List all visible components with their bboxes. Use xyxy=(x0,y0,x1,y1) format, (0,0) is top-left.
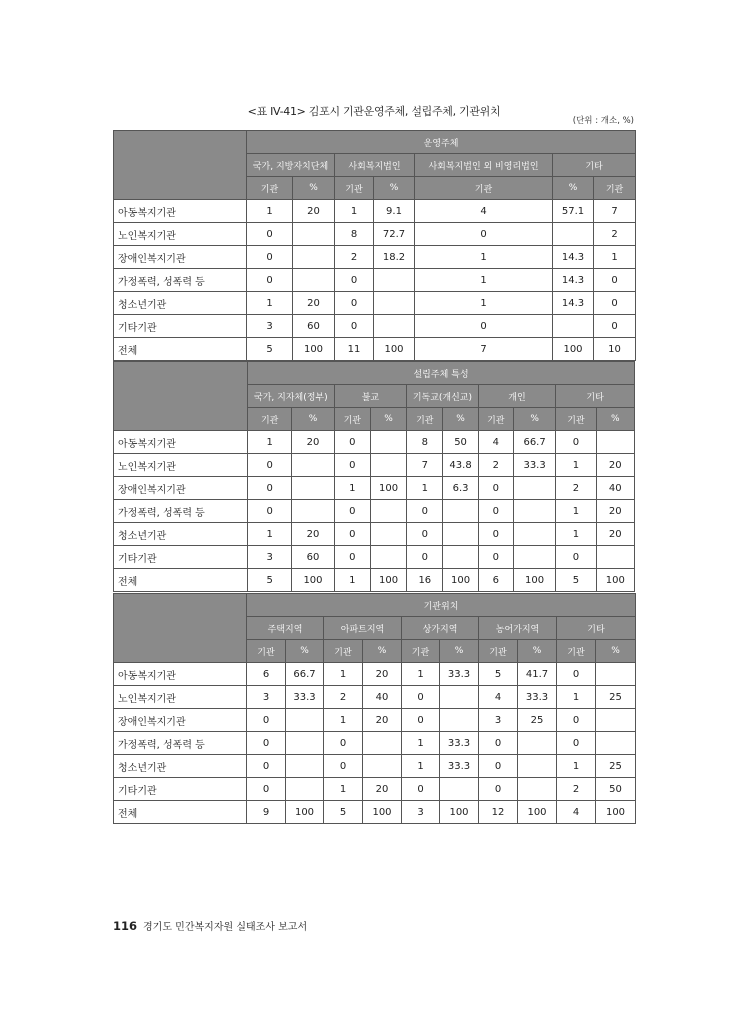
sub-header: % xyxy=(596,408,634,431)
cell: 1 xyxy=(556,500,596,523)
cell: 0 xyxy=(479,732,518,755)
table-row xyxy=(114,338,636,361)
cell: 0 xyxy=(334,500,370,523)
group-header: 기타 xyxy=(557,617,636,640)
cell xyxy=(443,500,478,523)
cell xyxy=(596,663,636,686)
cell xyxy=(374,292,415,315)
cell: 100 xyxy=(513,569,555,592)
cell: 0 xyxy=(247,223,293,246)
sub-header: 기관 xyxy=(557,640,596,663)
table-row xyxy=(114,246,636,269)
sub-header: % xyxy=(443,408,478,431)
cell: 7 xyxy=(415,338,553,361)
table-row xyxy=(114,732,636,755)
cell: 1 xyxy=(247,200,293,223)
cell: 20 xyxy=(293,200,335,223)
cell xyxy=(443,546,478,569)
cell xyxy=(440,709,479,732)
cell: 7 xyxy=(594,200,636,223)
row-label: 기타기관 xyxy=(114,315,247,338)
cell: 5 xyxy=(248,569,292,592)
cell: 1 xyxy=(324,778,363,801)
cell: 1 xyxy=(415,269,553,292)
cell: 3 xyxy=(479,709,518,732)
cell: 7 xyxy=(407,454,443,477)
row-label: 장애인복지기관 xyxy=(114,709,247,732)
sub-header: % xyxy=(518,640,557,663)
sub-header: % xyxy=(286,640,324,663)
row-label: 아동복지기관 xyxy=(114,200,247,223)
cell: 1 xyxy=(248,431,292,454)
sub-header: % xyxy=(293,177,335,200)
cell: 0 xyxy=(248,454,292,477)
cell: 18.2 xyxy=(374,246,415,269)
cell: 1 xyxy=(335,200,374,223)
cell: 0 xyxy=(479,755,518,778)
group-header: 사회복지법인 외 비영리법인 xyxy=(415,154,553,177)
cell xyxy=(553,223,594,246)
row-label: 기타기관 xyxy=(114,546,248,569)
cell: 57.1 xyxy=(553,200,594,223)
table-title: <표 IV-41> 김포시 기관운영주체, 설립주체, 기관위치 xyxy=(247,105,501,118)
cell xyxy=(596,431,634,454)
cell xyxy=(370,546,406,569)
row-label: 노인복지기관 xyxy=(114,223,247,246)
cell: 0 xyxy=(335,292,374,315)
cell: 100 xyxy=(596,801,636,824)
cell: 1 xyxy=(415,292,553,315)
cell: 100 xyxy=(370,569,406,592)
cell: 33.3 xyxy=(440,663,479,686)
cell xyxy=(513,523,555,546)
group-header: 국가, 지방자치단체 xyxy=(247,154,335,177)
sub-header: 기관 xyxy=(479,640,518,663)
cell: 0 xyxy=(478,546,513,569)
cell: 1 xyxy=(324,709,363,732)
cell: 0 xyxy=(556,431,596,454)
cell: 0 xyxy=(248,477,292,500)
row-label: 기타기관 xyxy=(114,778,247,801)
table-row xyxy=(114,755,636,778)
cell: 0 xyxy=(334,454,370,477)
cell: 0 xyxy=(479,778,518,801)
sub-header: 기관 xyxy=(324,640,363,663)
cell: 0 xyxy=(334,523,370,546)
sub-header: 기관 xyxy=(415,177,553,200)
cell: 0 xyxy=(594,315,636,338)
cell: 20 xyxy=(363,778,402,801)
cell: 100 xyxy=(292,569,334,592)
cell: 50 xyxy=(443,431,478,454)
cell xyxy=(513,477,555,500)
cell xyxy=(286,732,324,755)
row-label: 노인복지기관 xyxy=(114,454,248,477)
cell: 5 xyxy=(247,338,293,361)
row-label: 청소년기관 xyxy=(114,755,247,778)
cell: 0 xyxy=(247,269,293,292)
cell: 100 xyxy=(553,338,594,361)
cell xyxy=(292,454,334,477)
cell: 0 xyxy=(402,686,440,709)
table-row xyxy=(114,569,635,592)
cell: 43.8 xyxy=(443,454,478,477)
cell: 0 xyxy=(247,732,286,755)
cell: 3 xyxy=(248,546,292,569)
table-row xyxy=(114,801,636,824)
cell: 0 xyxy=(324,732,363,755)
cell: 1 xyxy=(247,292,293,315)
group-header: 주택지역 xyxy=(247,617,324,640)
cell: 72.7 xyxy=(374,223,415,246)
cell: 20 xyxy=(292,431,334,454)
cell xyxy=(518,732,557,755)
cell xyxy=(292,500,334,523)
cell: 60 xyxy=(292,546,334,569)
cell: 0 xyxy=(335,269,374,292)
stub-header xyxy=(114,594,247,663)
cell: 20 xyxy=(363,709,402,732)
cell: 0 xyxy=(594,292,636,315)
row-label: 가정폭력, 성폭력 등 xyxy=(114,500,248,523)
cell xyxy=(374,315,415,338)
table-row xyxy=(114,778,636,801)
cell: 1 xyxy=(402,663,440,686)
cell: 0 xyxy=(556,546,596,569)
cell: 0 xyxy=(407,523,443,546)
founding-body-table xyxy=(113,361,635,592)
sub-header: % xyxy=(440,640,479,663)
cell: 0 xyxy=(407,500,443,523)
table-row xyxy=(114,454,635,477)
cell: 5 xyxy=(556,569,596,592)
table-row xyxy=(114,709,636,732)
row-label: 전체 xyxy=(114,569,248,592)
cell: 0 xyxy=(557,732,596,755)
cell: 4 xyxy=(479,686,518,709)
unit-label: (단위 : 개소, %) xyxy=(572,116,634,126)
cell: 8 xyxy=(407,431,443,454)
cell: 16 xyxy=(407,569,443,592)
cell: 60 xyxy=(293,315,335,338)
cell xyxy=(363,755,402,778)
cell: 1 xyxy=(402,732,440,755)
cell: 100 xyxy=(293,338,335,361)
cell: 0 xyxy=(247,246,293,269)
cell: 1 xyxy=(415,246,553,269)
cell: 0 xyxy=(247,709,286,732)
group-header: 아파트지역 xyxy=(324,617,402,640)
cell: 100 xyxy=(370,477,406,500)
group-header: 상가지역 xyxy=(402,617,479,640)
cell xyxy=(513,546,555,569)
cell xyxy=(370,500,406,523)
cell: 100 xyxy=(374,338,415,361)
sub-header: 기관 xyxy=(247,177,293,200)
cell xyxy=(596,732,636,755)
cell: 1 xyxy=(324,663,363,686)
cell: 8 xyxy=(335,223,374,246)
cell: 100 xyxy=(363,801,402,824)
section-header: 기관위치 xyxy=(247,594,636,617)
sub-header: 기관 xyxy=(407,408,443,431)
cell: 0 xyxy=(478,523,513,546)
cell xyxy=(292,477,334,500)
row-label: 전체 xyxy=(114,801,247,824)
cell: 0 xyxy=(247,778,286,801)
cell: 20 xyxy=(363,663,402,686)
cell: 5 xyxy=(479,663,518,686)
cell: 0 xyxy=(478,500,513,523)
cell: 33.3 xyxy=(513,454,555,477)
table-row xyxy=(114,686,636,709)
page-number: 116 xyxy=(113,919,138,933)
row-label: 아동복지기관 xyxy=(114,663,247,686)
cell: 20 xyxy=(293,292,335,315)
sub-header: % xyxy=(596,640,636,663)
cell xyxy=(518,755,557,778)
row-label: 전체 xyxy=(114,338,247,361)
table-row xyxy=(114,523,635,546)
cell xyxy=(440,778,479,801)
cell: 100 xyxy=(518,801,557,824)
sub-header: % xyxy=(292,408,334,431)
cell: 14.3 xyxy=(553,269,594,292)
cell: 2 xyxy=(335,246,374,269)
cell xyxy=(596,709,636,732)
stub-header xyxy=(114,131,247,200)
cell: 0 xyxy=(402,778,440,801)
cell: 66.7 xyxy=(513,431,555,454)
cell: 0 xyxy=(415,315,553,338)
cell xyxy=(293,223,335,246)
cell: 3 xyxy=(402,801,440,824)
group-header: 농어가지역 xyxy=(479,617,557,640)
cell: 20 xyxy=(292,523,334,546)
row-label: 가정폭력, 성폭력 등 xyxy=(114,732,247,755)
cell: 3 xyxy=(247,686,286,709)
cell: 12 xyxy=(479,801,518,824)
cell: 25 xyxy=(596,686,636,709)
sub-header: % xyxy=(363,640,402,663)
cell: 40 xyxy=(596,477,634,500)
cell: 33.3 xyxy=(518,686,557,709)
cell: 0 xyxy=(407,546,443,569)
cell: 10 xyxy=(594,338,636,361)
cell: 0 xyxy=(415,223,553,246)
cell: 6.3 xyxy=(443,477,478,500)
cell: 0 xyxy=(594,269,636,292)
group-header: 개인 xyxy=(478,385,556,408)
group-header: 국가, 지자체(정부) xyxy=(248,385,335,408)
cell: 0 xyxy=(334,431,370,454)
sub-header: 기관 xyxy=(335,177,374,200)
cell xyxy=(363,732,402,755)
cell: 50 xyxy=(596,778,636,801)
table-row xyxy=(114,269,636,292)
table-row xyxy=(114,500,635,523)
cell xyxy=(370,431,406,454)
group-header: 기독교(개신교) xyxy=(407,385,479,408)
cell: 2 xyxy=(478,454,513,477)
group-header: 불교 xyxy=(334,385,407,408)
cell: 0 xyxy=(247,755,286,778)
sub-header: % xyxy=(370,408,406,431)
cell: 2 xyxy=(556,477,596,500)
sub-header: 기관 xyxy=(334,408,370,431)
cell: 14.3 xyxy=(553,292,594,315)
cell: 25 xyxy=(596,755,636,778)
group-header: 기타 xyxy=(553,154,636,177)
report-title: 경기도 민간복지자원 실태조사 보고서 xyxy=(143,922,308,933)
cell xyxy=(370,454,406,477)
cell: 4 xyxy=(557,801,596,824)
table-row xyxy=(114,200,636,223)
cell xyxy=(596,546,634,569)
cell xyxy=(553,315,594,338)
cell: 11 xyxy=(335,338,374,361)
cell: 100 xyxy=(596,569,634,592)
row-label: 노인복지기관 xyxy=(114,686,247,709)
cell xyxy=(293,269,335,292)
cell xyxy=(518,778,557,801)
cell: 4 xyxy=(415,200,553,223)
cell: 2 xyxy=(594,223,636,246)
cell: 9 xyxy=(247,801,286,824)
cell: 66.7 xyxy=(286,663,324,686)
row-label: 장애인복지기관 xyxy=(114,246,247,269)
sub-header: 기관 xyxy=(248,408,292,431)
operating-body-table xyxy=(113,130,636,361)
sub-header: % xyxy=(513,408,555,431)
sub-header: 기관 xyxy=(247,640,286,663)
row-label: 가정폭력, 성폭력 등 xyxy=(114,269,247,292)
cell xyxy=(286,778,324,801)
sub-header: 기관 xyxy=(556,408,596,431)
cell xyxy=(286,755,324,778)
sub-header: 기관 xyxy=(594,177,636,200)
cell: 0 xyxy=(334,546,370,569)
cell xyxy=(374,269,415,292)
cell: 20 xyxy=(596,500,634,523)
cell xyxy=(293,246,335,269)
cell: 41.7 xyxy=(518,663,557,686)
section-header: 설립주체 특성 xyxy=(248,362,635,385)
cell: 0 xyxy=(248,500,292,523)
cell: 20 xyxy=(596,523,634,546)
cell: 6 xyxy=(247,663,286,686)
cell: 6 xyxy=(478,569,513,592)
cell: 0 xyxy=(557,709,596,732)
cell: 100 xyxy=(443,569,478,592)
cell: 1 xyxy=(334,477,370,500)
cell: 1 xyxy=(402,755,440,778)
cell: 1 xyxy=(556,454,596,477)
cell xyxy=(513,500,555,523)
cell: 20 xyxy=(596,454,634,477)
sub-header: % xyxy=(374,177,415,200)
row-label: 청소년기관 xyxy=(114,292,247,315)
cell: 0 xyxy=(402,709,440,732)
cell: 25 xyxy=(518,709,557,732)
cell: 1 xyxy=(556,523,596,546)
cell: 3 xyxy=(247,315,293,338)
cell: 40 xyxy=(363,686,402,709)
section-header: 운영주체 xyxy=(247,131,636,154)
cell xyxy=(370,523,406,546)
cell xyxy=(286,709,324,732)
sub-header: % xyxy=(553,177,594,200)
table-row xyxy=(114,315,636,338)
cell: 9.1 xyxy=(374,200,415,223)
cell: 1 xyxy=(557,686,596,709)
table-row xyxy=(114,546,635,569)
page-footer xyxy=(113,918,307,933)
cell: 1 xyxy=(407,477,443,500)
sub-header: 기관 xyxy=(402,640,440,663)
sub-header: 기관 xyxy=(478,408,513,431)
cell: 0 xyxy=(557,663,596,686)
table-row xyxy=(114,292,636,315)
cell: 14.3 xyxy=(553,246,594,269)
cell: 33.3 xyxy=(440,755,479,778)
row-label: 아동복지기관 xyxy=(114,431,248,454)
cell: 33.3 xyxy=(286,686,324,709)
cell: 100 xyxy=(286,801,324,824)
cell: 1 xyxy=(334,569,370,592)
group-header: 사회복지법인 xyxy=(335,154,415,177)
table-row xyxy=(114,431,635,454)
cell xyxy=(440,686,479,709)
stub-header xyxy=(114,362,248,431)
table-row xyxy=(114,223,636,246)
cell: 100 xyxy=(440,801,479,824)
cell: 5 xyxy=(324,801,363,824)
cell: 0 xyxy=(478,477,513,500)
row-label: 청소년기관 xyxy=(114,523,248,546)
cell xyxy=(443,523,478,546)
table-row xyxy=(114,663,636,686)
cell: 2 xyxy=(324,686,363,709)
cell: 33.3 xyxy=(440,732,479,755)
cell: 0 xyxy=(335,315,374,338)
cell: 2 xyxy=(557,778,596,801)
cell: 1 xyxy=(594,246,636,269)
table-row xyxy=(114,477,635,500)
group-header: 기타 xyxy=(556,385,635,408)
row-label: 장애인복지기관 xyxy=(114,477,248,500)
cell: 1 xyxy=(557,755,596,778)
cell: 1 xyxy=(248,523,292,546)
cell: 4 xyxy=(478,431,513,454)
cell: 0 xyxy=(324,755,363,778)
location-table xyxy=(113,593,636,824)
